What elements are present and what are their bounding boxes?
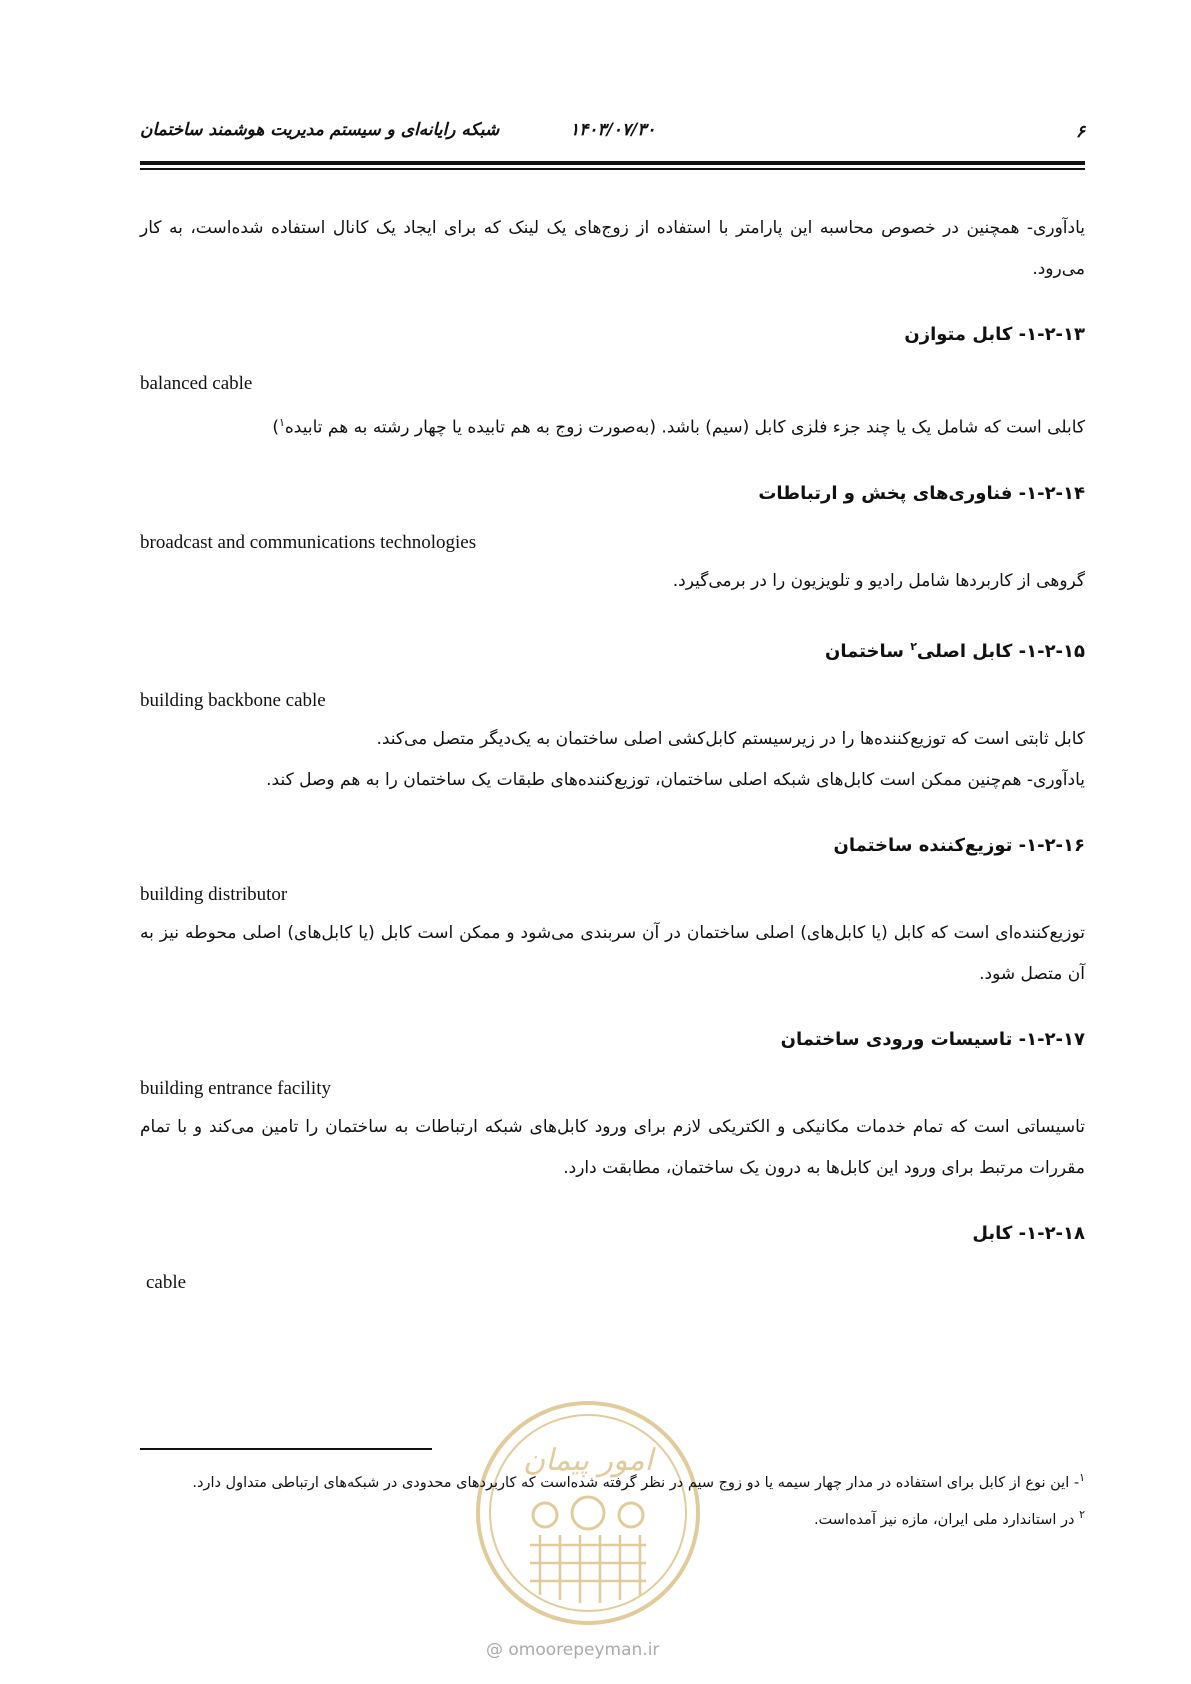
section-body: توزیع‌کننده‌ای است که کابل (یا کابل‌های) اصلی ساختمان در آن سربندی می‌شود و ممکن است کابل (یا کابل‌های) اصلی محوطه نیز به آن متصل شود.	[140, 922, 1085, 984]
section-body: کابل ثابتی است که توزیع‌کننده‌ها را در زیرسیستم کابل‌کشی اصلی ساختمان به یک‌دیگر متصل می‌کند.	[376, 728, 1085, 749]
english-term: broadcast and communications technologies	[140, 531, 477, 553]
header-title: شبکه رایانه‌ای و سیستم مدیریت هوشمند ساختمان	[140, 120, 500, 140]
watermark-url: @ omoorepeyman.ir	[486, 1640, 660, 1660]
english-term: building entrance facility	[140, 1077, 331, 1099]
section-heading: ۱-۲-۱۵- کابل اصلی$^۲$ ساختمان	[824, 639, 1085, 662]
english-term: building backbone cable	[140, 689, 326, 711]
intro-note: یادآوری- همچنین در خصوص محاسبه این پارامتر با استفاده از زوج‌های یک لینک که برای ایجاد یک کانال استفاده شده‌است، به کار می‌رود.	[140, 218, 1085, 279]
section-body: کابلی است که شامل یک یا چند جزء فلزی کابل (سیم) باشد. (به‌صورت زوج به هم تابیده یا چهار رشته به هم تابیده$^۱$)	[272, 416, 1085, 438]
footnote-separator	[140, 1448, 432, 1450]
section-heading: ۱-۲-۱۸- کابل	[972, 1222, 1085, 1244]
english-term: cable	[146, 1271, 187, 1293]
section-note: یادآوری- هم‌چنین ممکن است کابل‌های شبکه اصلی ساختمان، توزیع‌کننده‌های طبقات یک ساختمان را به هم وصل کند.	[266, 769, 1085, 790]
section-body: تاسیساتی است که تمام خدمات مکانیکی و الکتریکی لازم برای ورود کابل‌های شبکه ارتباطات به ساختمان را تامین می‌کند و با تمام مقررات مرتبط برای ورود این کابل‌ها به درون یک ساختمان، مطابقت دارد.	[140, 1116, 1085, 1178]
page-content	[140, 208, 1085, 1301]
footnotes	[140, 1462, 1085, 1536]
section-broadcast-technologies	[140, 475, 1085, 602]
section-body: گروهی از کاربردها شامل رادیو و تلویزیون را در برمی‌گیرد.	[672, 570, 1085, 591]
section-balanced-cable	[140, 316, 1085, 449]
section-heading: ۱-۲-۱۶- توزیع‌کننده ساختمان	[833, 834, 1085, 856]
section-heading: ۱-۲-۱۷- تاسیسات ورودی ساختمان	[780, 1028, 1085, 1050]
footnote-2: $^۲$ در استاندارد ملی ایران، مازه نیز آمده‌است.	[813, 1507, 1085, 1528]
page-header	[140, 118, 1085, 148]
english-term: balanced cable	[140, 373, 253, 394]
section-cable	[140, 1215, 1085, 1301]
section-heading: ۱-۲-۱۳- کابل متوازن	[904, 324, 1085, 345]
section-building-entrance-facility	[140, 1021, 1085, 1189]
footnote-ref: ۱	[278, 416, 285, 429]
footnote-1: $^۱$- این نوع از کابل برای استفاده در مدار چهار سیمه یا دو زوج سیم در نظر گرفته شده‌است که کاربردهای محدودی در شبکه‌های ارتباطی متداول دارد.	[192, 1471, 1085, 1491]
header-rule-thin	[140, 168, 1085, 170]
english-term: building distributor	[140, 883, 288, 905]
section-heading: ۱-۲-۱۴- فناوری‌های پخش و ارتباطات	[758, 482, 1085, 504]
header-rule-thick	[140, 161, 1085, 165]
header-date: ۱۴۰۳/۰۷/۳۰	[570, 120, 656, 140]
footnote-ref: ۲	[910, 639, 917, 653]
section-building-backbone-cable	[140, 628, 1085, 801]
page-number: ۶	[1075, 122, 1085, 142]
watermark-logo-text: امور پیمان	[523, 1443, 653, 1478]
section-building-distributor	[140, 827, 1085, 995]
